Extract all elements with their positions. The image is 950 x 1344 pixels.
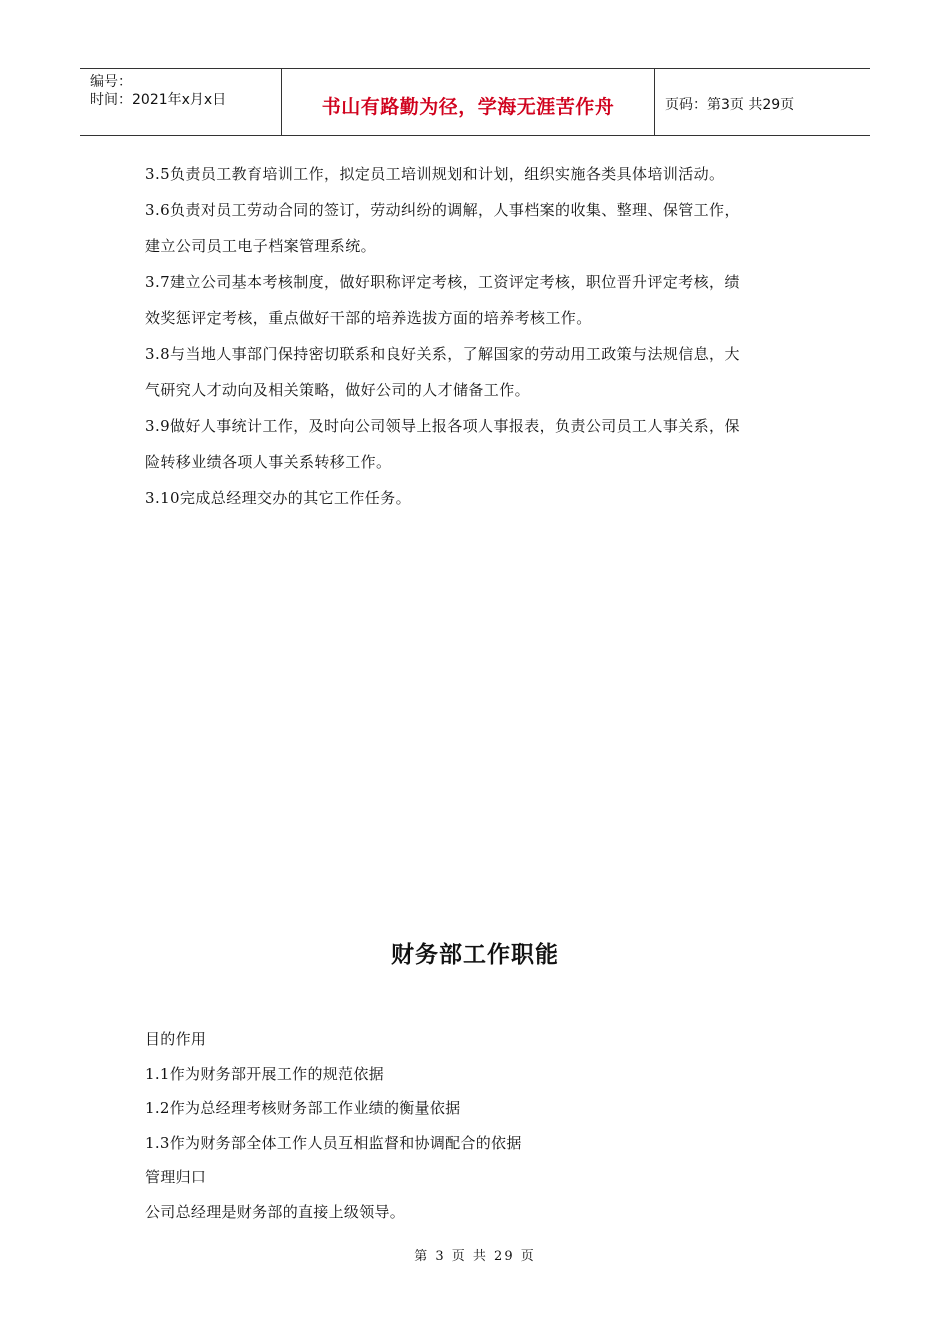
finance-heading-purpose: 目的作用: [145, 1030, 207, 1048]
document-date: 时间：2021年x月x日: [90, 92, 227, 108]
hr-duty-line: 建立公司员工电子档案管理系统。: [145, 237, 377, 255]
hr-duty-line: 气研究人才动向及相关策略，做好公司的人才储备工作。: [145, 381, 531, 399]
hr-duty-line: 险转移业绩各项人事关系转移工作。: [145, 453, 392, 471]
hr-duty-line: 3.9做好人事统计工作，及时向公司领导上报各项人事报表，负责公司员工人事关系，保: [145, 417, 740, 435]
hr-duties-list: [145, 156, 810, 516]
finance-item: 1.2作为总经理考核财务部工作业绩的衡量依据: [145, 1099, 461, 1117]
hr-duty-line: 3.5负责员工教育培训工作，拟定员工培训规划和计划，组织实施各类具体培训活动。: [145, 165, 725, 183]
finance-heading-management: 管理归口: [145, 1168, 207, 1186]
document-number-label: 编号：: [90, 74, 132, 90]
finance-section-title: 财务部工作职能: [391, 942, 559, 968]
finance-item: 1.1作为财务部开展工作的规范依据: [145, 1064, 384, 1083]
page-footer: 第 3 页 共 29 页: [414, 1249, 536, 1264]
finance-content: [145, 1022, 810, 1229]
page-header: [80, 68, 870, 136]
hr-duty-line: 3.7建立公司基本考核制度，做好职称评定考核，工资评定考核，职位晋升评定考核，绩: [145, 273, 740, 291]
header-motto-cell: [282, 69, 655, 135]
motto-text: 书山有路勤为径，学海无涯苦作舟: [321, 95, 615, 118]
hr-duty-line: 效奖惩评定考核，重点做好干部的培养选拔方面的培养考核工作。: [145, 309, 592, 327]
hr-duty-line: 3.10完成总经理交办的其它工作任务。: [145, 489, 411, 507]
header-meta: [80, 69, 282, 135]
header-page-info: 页码：第3页 共29页: [665, 97, 795, 113]
finance-item: 公司总经理是财务部的直接上级领导。: [145, 1202, 406, 1221]
hr-duty-line: 3.8与当地人事部门保持密切联系和良好关系，了解国家的劳动用工政策与法规信息，大: [145, 345, 740, 363]
hr-duty-line: 3.6负责对员工劳动合同的签订，劳动纠纷的调解，人事档案的收集、整理、保管工作，: [145, 201, 740, 219]
finance-item: 1.3作为财务部全体工作人员互相监督和协调配合的依据: [145, 1133, 522, 1152]
